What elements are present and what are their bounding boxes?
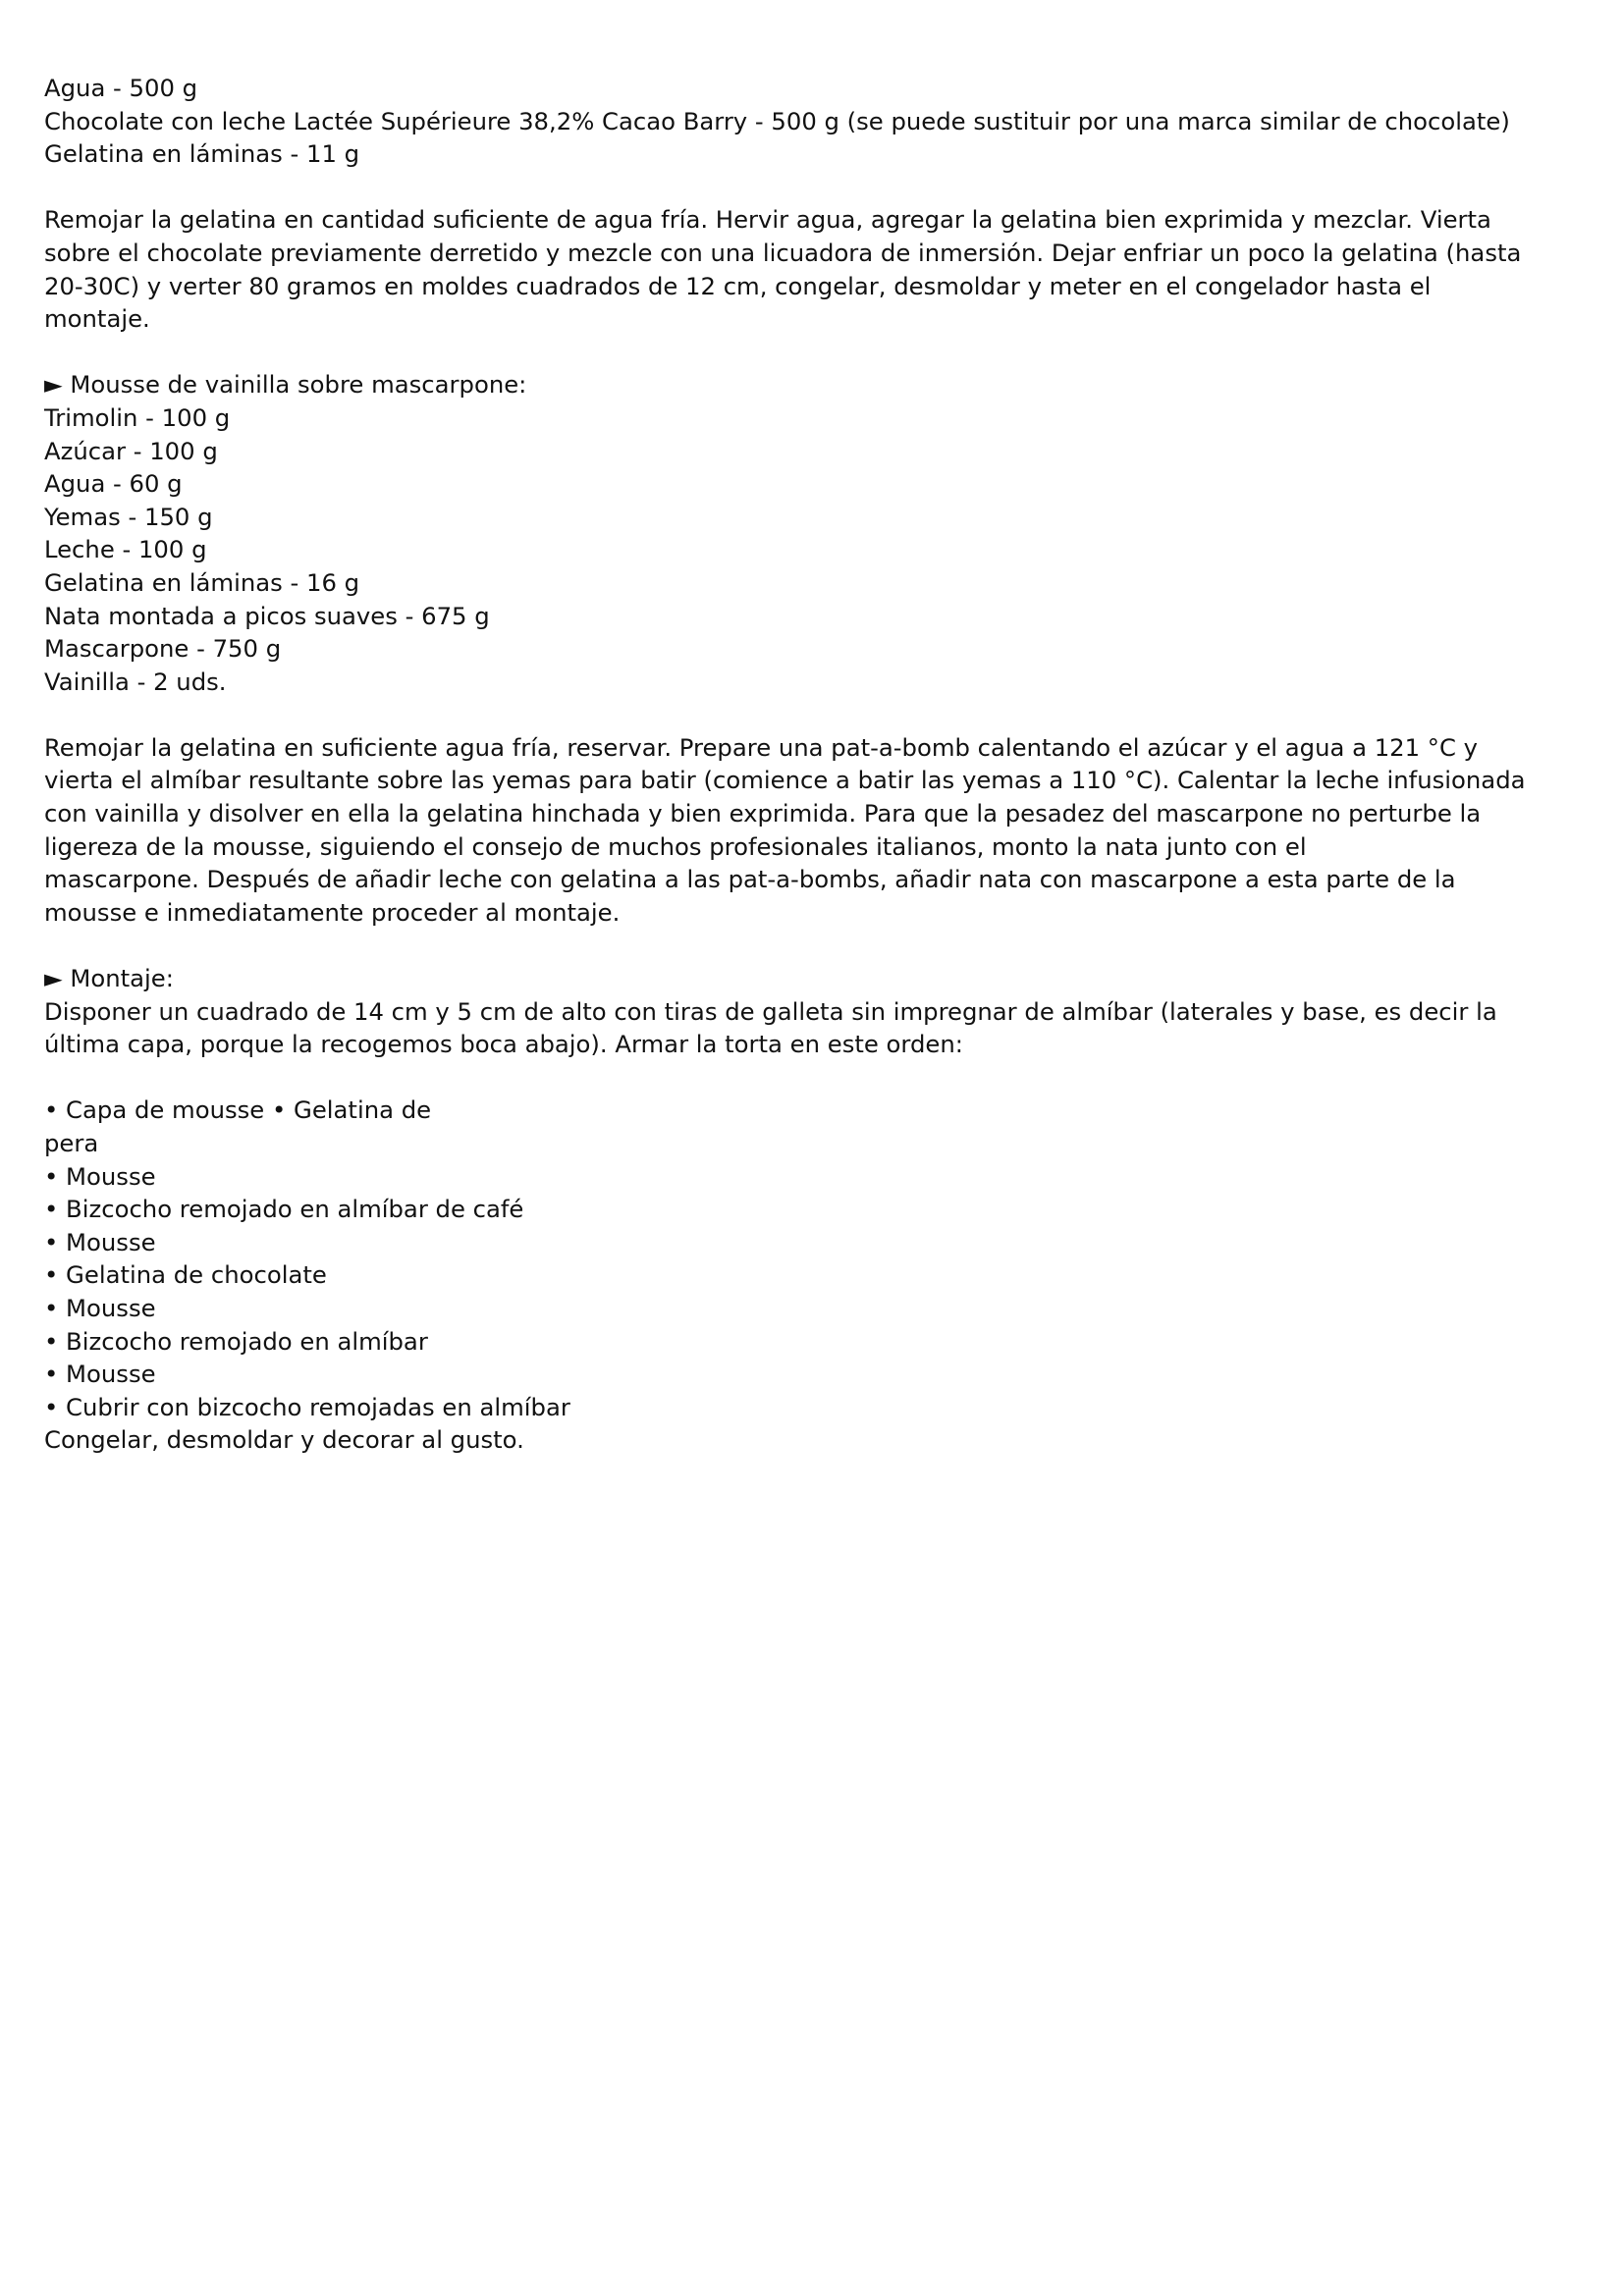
ingredient-line: Gelatina en láminas - 16 g	[44, 567, 360, 597]
assembly-intro-line: última capa, porque la recogemos boca abajo). Armar la torta en este orden:	[44, 1030, 963, 1059]
assembly-step: • Bizcocho remojado en almíbar	[44, 1326, 428, 1356]
method-line: 20-30C) y verter 80 gramos en moldes cuadrados de 12 cm, congelar, desmoldar y meter en el congelador hasta el	[44, 271, 1432, 300]
ingredient-line: Mascarpone - 750 g	[44, 634, 282, 664]
assembly-step: • Gelatina de chocolate	[44, 1260, 327, 1290]
method-line: Remojar la gelatina en suficiente agua fría, reservar. Prepare una pat-a-bomb calentando el azúcar y el agua a 121 °C y	[44, 732, 1479, 762]
method-line: vierta el almíbar resultante sobre las yemas para batir (comience a batir las yemas a 110 °C). Calentar la leche infusionada	[44, 766, 1526, 795]
method-line: ligereza de la mousse, siguiendo el consejo de muchos profesionales italianos, monto la nata junto con el	[44, 831, 1307, 861]
paragraph-gap	[44, 171, 1596, 204]
ingredient-line: Nata montada a picos suaves - 675 g	[44, 601, 490, 630]
assembly-step: • Mousse	[44, 1360, 156, 1389]
ingredient-line: Agua - 60 g	[44, 469, 183, 499]
paragraph-gap	[44, 929, 1596, 962]
assembly-step: • Mousse	[44, 1161, 156, 1191]
method-line: montaje.	[44, 304, 150, 334]
method-line: mascarpone. Después de añadir leche con gelatina a las pat-a-bombs, añadir nata con mascarpone a esta parte de la	[44, 865, 1456, 894]
assembly-step: • Bizcocho remojado en almíbar de café	[44, 1195, 524, 1224]
section-heading-mousse: ► Mousse de vainilla sobre mascarpone:	[44, 370, 527, 400]
assembly-step: • Mousse	[44, 1293, 156, 1322]
ingredient-line: Agua - 500 g	[44, 74, 198, 102]
ingredient-line: Leche - 100 g	[44, 535, 207, 564]
assembly-intro-line: Disponer un cuadrado de 14 cm y 5 cm de alto con tiras de galleta sin impregnar de almíbar (laterales y base, es decir la	[44, 996, 1497, 1026]
method-line: mousse e inmediatamente proceder al montaje.	[44, 897, 621, 927]
recipe-text	[44, 72, 1596, 1457]
method-line: sobre el chocolate previamente derretido y mezcle con una licuadora de inmersión. Dejar enfriar un poco la gelatina (hasta	[44, 238, 1522, 267]
ingredient-line: Yemas - 150 g	[44, 502, 213, 531]
paragraph-gap	[44, 1061, 1596, 1095]
assembly-step: • Mousse	[44, 1227, 156, 1256]
method-line: con vainilla y disolver en ella la gelatina hinchada y bien exprimida. Para que la pesadez del mascarpone no perturbe la	[44, 799, 1482, 828]
section-heading-assembly: ► Montaje:	[44, 964, 174, 993]
method-line: Remojar la gelatina en cantidad suficiente de agua fría. Hervir agua, agregar la gelatina bien exprimida y mezclar. Vierta	[44, 205, 1491, 235]
ingredient-line: Vainilla - 2 uds.	[44, 667, 227, 696]
assembly-first-item: • Capa de mousse • Gelatina de pera	[44, 1095, 432, 1157]
ingredient-line: Azúcar - 100 g	[44, 436, 218, 465]
ingredient-line: Gelatina en láminas - 11 g	[44, 139, 360, 169]
closing-line: Congelar, desmoldar y decorar al gusto.	[44, 1425, 524, 1455]
ingredient-line: Chocolate con leche Lactée Supérieure 38,2% Cacao Barry - 500 g (se puede sustituir por una marca similar de chocolate)	[44, 106, 1510, 135]
paragraph-gap	[44, 336, 1596, 369]
assembly-step: • Cubrir con bizcocho remojadas en almíbar	[44, 1392, 570, 1421]
paragraph-gap	[44, 698, 1596, 731]
ingredient-line: Trimolin - 100 g	[44, 402, 231, 432]
